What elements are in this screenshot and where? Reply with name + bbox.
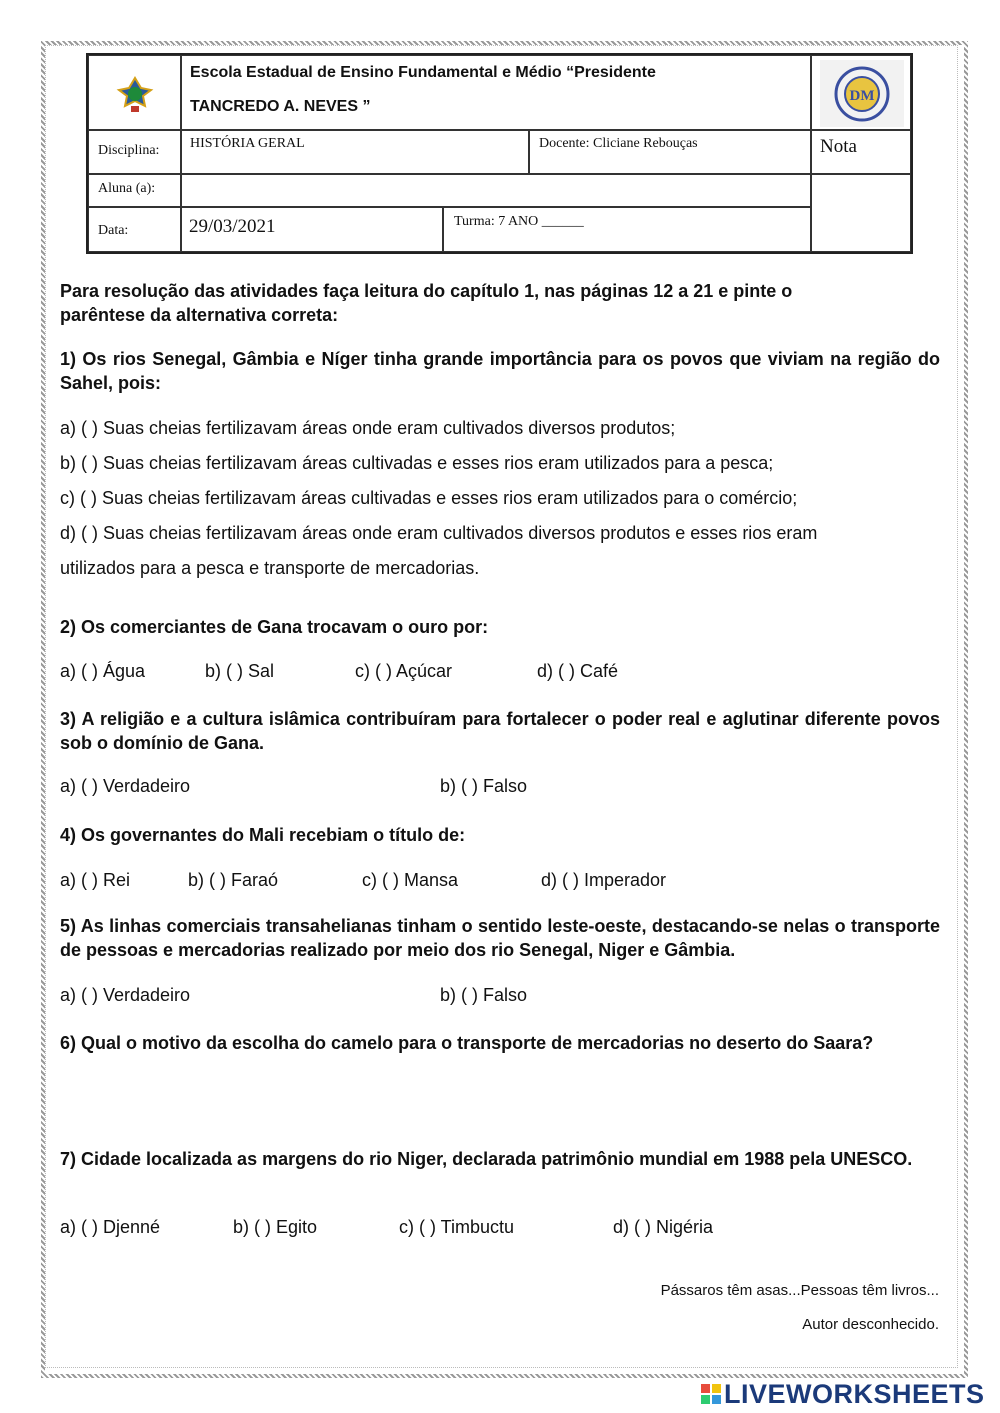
liveworksheets-brand: LIVEWORKSHEETS (724, 1378, 985, 1409)
aluna-field[interactable] (181, 174, 811, 207)
liveworksheets-logo-icon (700, 1383, 722, 1405)
aluna-label: Aluna (a): (98, 181, 156, 196)
q4-option-d[interactable]: d) ( ) Imperador (541, 870, 667, 890)
school-name-line2: TANCREDO A. NEVES ” (190, 98, 371, 115)
q1-option-d-cont: utilizados para a pesca e transporte de mercadorias. (60, 558, 480, 578)
q7-question: 7) Cidade localizada as margens do rio Niger, declarada patrimônio mundial em 1988 pela UNESCO. (60, 1149, 913, 1169)
data-value: 29/03/2021 (189, 216, 276, 237)
turma-cell (443, 207, 811, 252)
aluna-label-cell (88, 174, 181, 207)
quote-text: Pássaros têm asas...Pessoas têm livros... (660, 1282, 939, 1299)
q2-option-b[interactable]: b) ( ) Sal (205, 661, 275, 681)
q4-option-a[interactable]: a) ( ) Rei (60, 870, 131, 890)
q4-option-c[interactable]: c) ( ) Mansa (362, 870, 459, 890)
q1-question: 1) Os rios Senegal, Gâmbia e Níger tinha grande importância para os povos que viviam na região do Sahel, pois: (60, 349, 940, 393)
q1-option-b[interactable]: b) ( ) Suas cheias fertilizavam áreas cultivadas e esses rios eram utilizados para a pesca; (60, 453, 774, 473)
turma-text: Turma: 7 ANO ______ (454, 214, 584, 229)
q3-question: 3) A religião e a cultura islâmica contribuíram para fortalecer o poder real e aglutinar diferente povos sob o domínio de Gana. (60, 709, 940, 753)
q6-question: 6) Qual o motivo da escolha do camelo para o transporte de mercadorias no deserto do Saara? (60, 1033, 874, 1053)
q7-option-b[interactable]: b) ( ) Egito (233, 1217, 318, 1237)
header-table (86, 53, 913, 254)
liveworksheets-watermark (700, 1378, 985, 1410)
nota-cell (811, 130, 911, 174)
q7-option-c[interactable]: c) ( ) Timbuctu (399, 1217, 515, 1237)
q7-option-d[interactable]: d) ( ) Nigéria (613, 1217, 714, 1237)
disciplina-label-cell (88, 130, 181, 174)
q1-option-d[interactable]: d) ( ) Suas cheias fertilizavam áreas onde eram cultivados diversos produtos e esses rios eram (60, 523, 818, 543)
school-name-line1: Escola Estadual de Ensino Fundamental e Médio “Presidente (190, 64, 656, 81)
q3-option-b[interactable]: b) ( ) Falso (440, 776, 528, 796)
nota-label: Nota (820, 136, 857, 157)
logo-left-cell (88, 55, 181, 130)
school-name-cell (181, 55, 811, 130)
q5-option-b[interactable]: b) ( ) Falso (440, 985, 528, 1005)
instructions: Para resolução das atividades faça leitura do capítulo 1, nas páginas 12 a 21 e pinte o parêntese da alternativa correta: (60, 281, 793, 325)
nota-field[interactable] (811, 174, 911, 252)
q2-option-a[interactable]: a) ( ) Água (60, 661, 146, 681)
q3-option-a[interactable]: a) ( ) Verdadeiro (60, 776, 191, 796)
data-label-cell (88, 207, 181, 252)
q4-question: 4) Os governantes do Mali recebiam o título de: (60, 825, 466, 845)
q2-option-c[interactable]: c) ( ) Açúcar (355, 661, 453, 681)
data-value-cell (181, 207, 443, 252)
seal-text: DM (849, 88, 875, 104)
docente-cell (529, 130, 811, 174)
q5-option-a[interactable]: a) ( ) Verdadeiro (60, 985, 191, 1005)
disciplina-value-cell (181, 130, 529, 174)
q2-question: 2) Os comerciantes de Gana trocavam o ouro por: (60, 617, 489, 637)
data-label: Data: (98, 223, 129, 238)
q5-question: 5) As linhas comerciais transahelianas tinham o sentido leste-oeste, destacando-se nelas o transporte de pessoas e mercadorias realizado por meio dos rio Senegal, Niger e Gâmbia. (60, 916, 940, 960)
q4-option-b[interactable]: b) ( ) Faraó (188, 870, 279, 890)
q2-option-d[interactable]: d) ( ) Café (537, 661, 619, 681)
school-seal-icon (812, 56, 912, 131)
q1-option-c[interactable]: c) ( ) Suas cheias fertilizavam áreas cultivadas e esses rios eram utilizados para o comércio; (60, 488, 798, 508)
quote-author: Autor desconhecido. (802, 1316, 939, 1333)
disciplina-label: Disciplina: (98, 143, 160, 158)
q7-option-a[interactable]: a) ( ) Djenné (60, 1217, 161, 1237)
q1-option-a[interactable]: a) ( ) Suas cheias fertilizavam áreas onde eram cultivados diversos produtos; (60, 418, 676, 438)
docente-text: Docente: Cliciane Rebouças (539, 136, 698, 151)
logo-right-cell (811, 55, 911, 130)
disciplina-value: HISTÓRIA GERAL (190, 136, 305, 151)
school-crest-icon (89, 56, 182, 131)
